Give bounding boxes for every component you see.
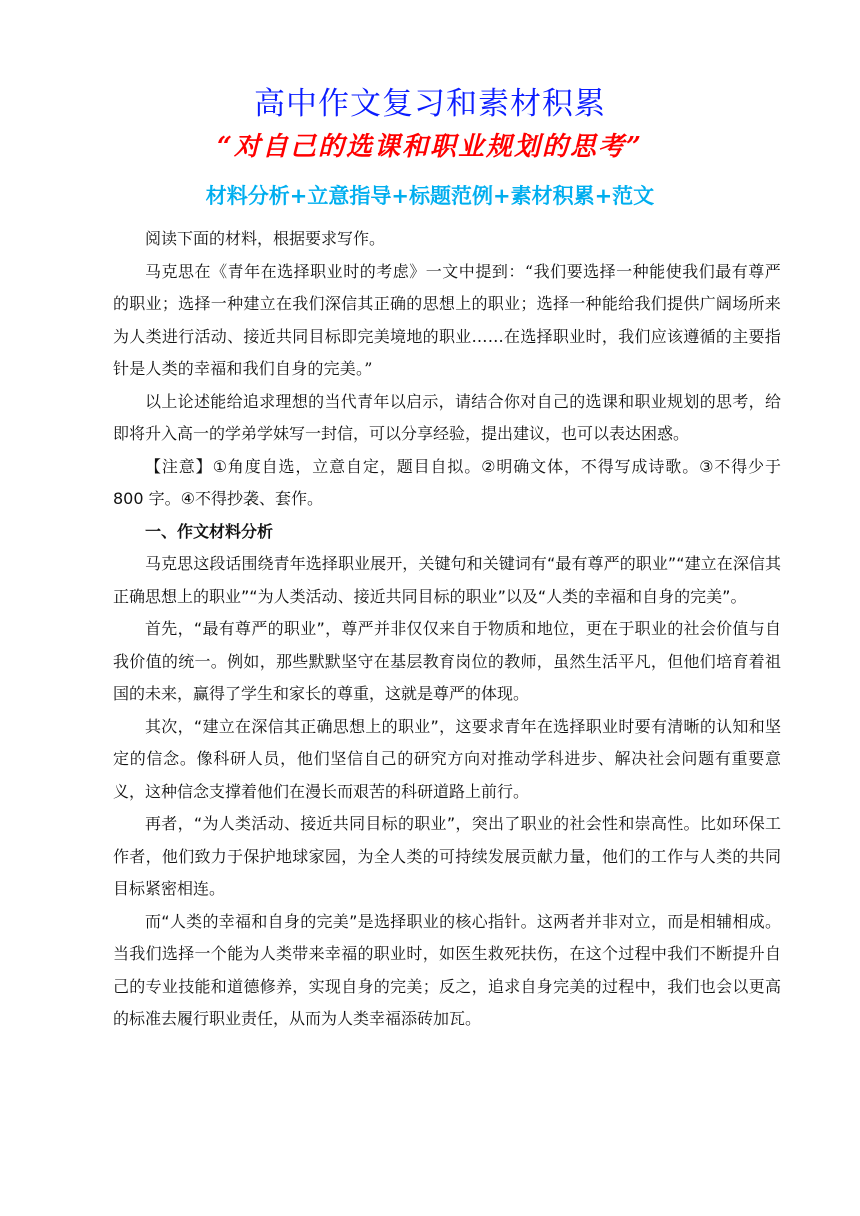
- marx-quote-paragraph: 马克思在《青年在选择职业时的考虑》一文中提到：“我们要选择一种能使我们最有尊严的职业；选择一种建立在我们深信其正确的思想上的职业；选择一种能给我们提供广阔场所来为人类进行活动、接近共同目标即完美境地的职业……在选择职业时，我们应该遵循的主要指针是人类的幸福和我们自身的完美。”: [113, 261, 781, 378]
- writing-task-paragraph: 以上论述能给追求理想的当代青年以启示，请结合你对自己的选课和职业规划的思考，给即将升入高一的学弟学妹写一封信，可以分享经验，提出建议，也可以表达困惑。: [113, 391, 781, 443]
- prompt-intro: 阅读下面的材料，根据要求写作。: [145, 229, 386, 248]
- document-body: [113, 223, 781, 1036]
- analysis-paragraph-1: 马克思这段话围绕青年选择职业展开，关键句和关键词有“最有尊严的职业”“建立在深信其正确思想上的职业”“为人类活动、接近共同目标的职业”以及“人类的幸福和自身的完美”。: [113, 554, 781, 606]
- section-heading-material-analysis: 一、作文材料分析: [145, 521, 274, 541]
- analysis-paragraph-5: 而“人类的幸福和自身的完美”是选择职业的核心指针。这两者并非对立，而是相辅相成。当我们选择一个能为人类带来幸福的职业时，如医生救死扶伤，在这个过程中我们不断提升自己的专业技能和道德修养，实现自身的完美；反之，追求自身完美的过程中，我们也会以更高的标准去履行职业责任，从而为人类幸福添砖加瓦。: [113, 911, 781, 1028]
- analysis-paragraph-4: 再者，“为人类活动、接近共同目标的职业”，突出了职业的社会性和崇高性。比如环保工作者，他们致力于保护地球家园，为全人类的可持续发展贡献力量，他们的工作与人类的共同目标紧密相连。: [113, 814, 781, 898]
- essay-topic-subtitle: “对自己的选课和职业规划的思考”: [217, 132, 643, 162]
- page-title: 高中作文复习和素材积累: [254, 86, 606, 122]
- content-tagline: 材料分析+立意指导+标题范例+素材积累+范文: [205, 184, 655, 208]
- analysis-paragraph-2: 首先，“最有尊严的职业”，尊严并非仅仅来自于物质和地位，更在于职业的社会价值与自我价值的统一。例如，那些默默坚守在基层教育岗位的教师，虽然生活平凡，但他们培育着祖国的未来，赢得了学生和家长的尊重，这就是尊严的体现。: [113, 619, 781, 703]
- notice-paragraph: 【注意】①角度自选，立意自定，题目自拟。②明确文体，不得写成诗歌。③不得少于 800 字。④不得抄袭、套作。: [113, 456, 781, 508]
- analysis-paragraph-3: 其次，“建立在深信其正确思想上的职业”，这要求青年在选择职业时要有清晰的认知和坚定的信念。像科研人员，他们坚信自己的研究方向对推动学科进步、解决社会问题有重要意义，这种信念支撑着他们在漫长而艰苦的科研道路上前行。: [113, 716, 781, 801]
